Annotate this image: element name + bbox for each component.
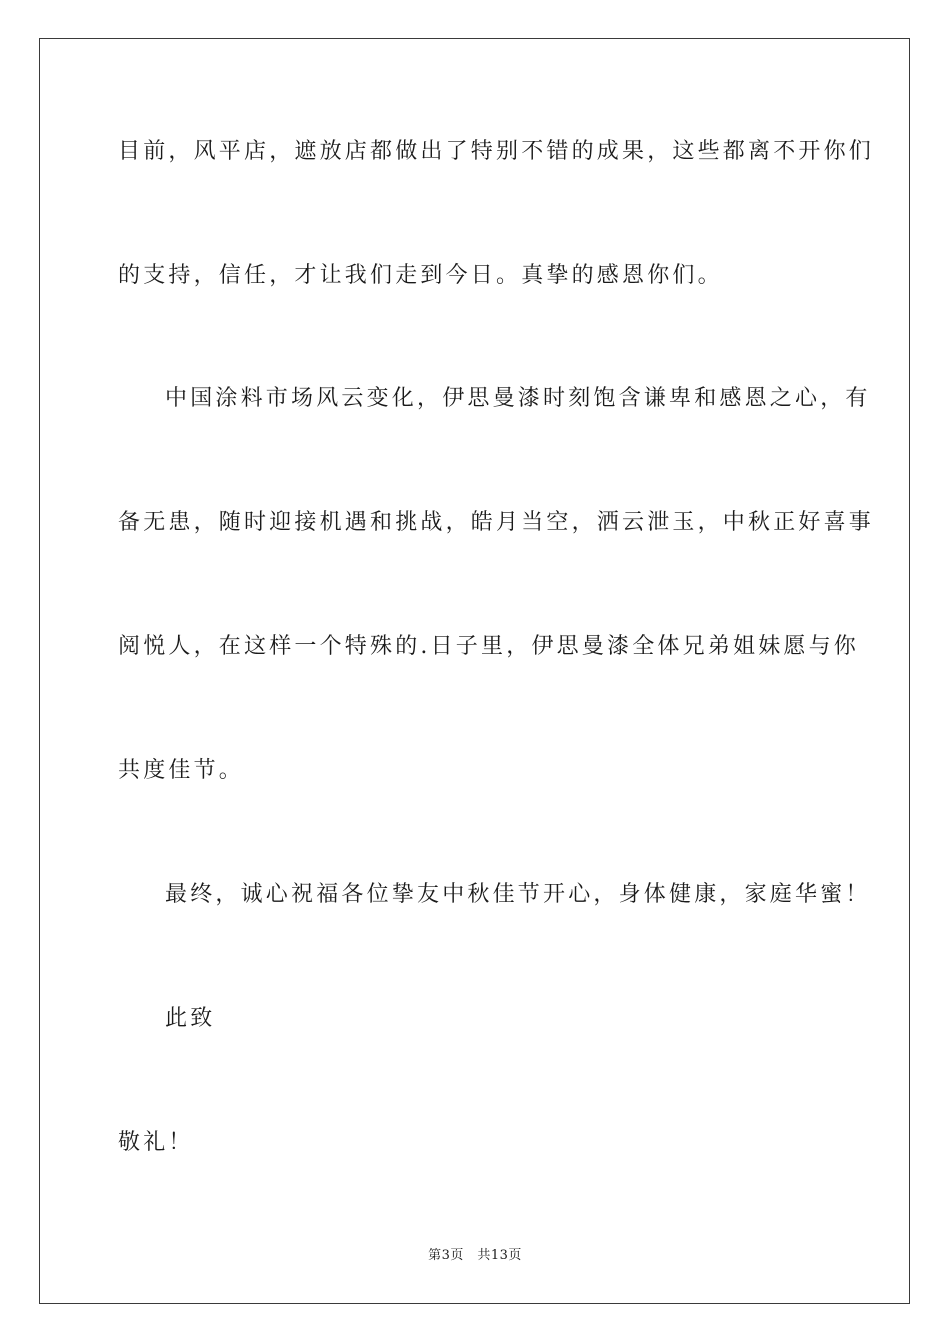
body-line-4: 备无患，随时迎接机遇和挑战，皓月当空，洒云泄玉，中秋正好喜事 bbox=[118, 510, 875, 535]
body-line-5: 阅悦人，在这样一个特殊的.日子里，伊思曼漆全体兄弟姐妹愿与你 bbox=[118, 634, 859, 659]
closing-salutation: 此致 bbox=[165, 1006, 216, 1031]
body-line-1: 目前，风平店，遮放店都做出了特别不错的成果，这些都离不开你们 bbox=[118, 139, 875, 164]
body-line-3: 中国涂料市场风云变化，伊思曼漆时刻饱含谦卑和感恩之心，有 bbox=[165, 386, 871, 411]
page-frame bbox=[39, 38, 910, 1304]
body-line-2: 的支持，信任，才让我们走到今日。真挚的感恩你们。 bbox=[118, 263, 723, 288]
page-number: 第3页 共13页 bbox=[428, 1248, 522, 1263]
closing-regards: 敬礼！ bbox=[118, 1130, 194, 1155]
body-line-6: 共度佳节。 bbox=[118, 758, 245, 783]
body-line-7: 最终，诚心祝福各位挚友中秋佳节开心，身体健康，家庭华蜜！ bbox=[165, 882, 871, 907]
